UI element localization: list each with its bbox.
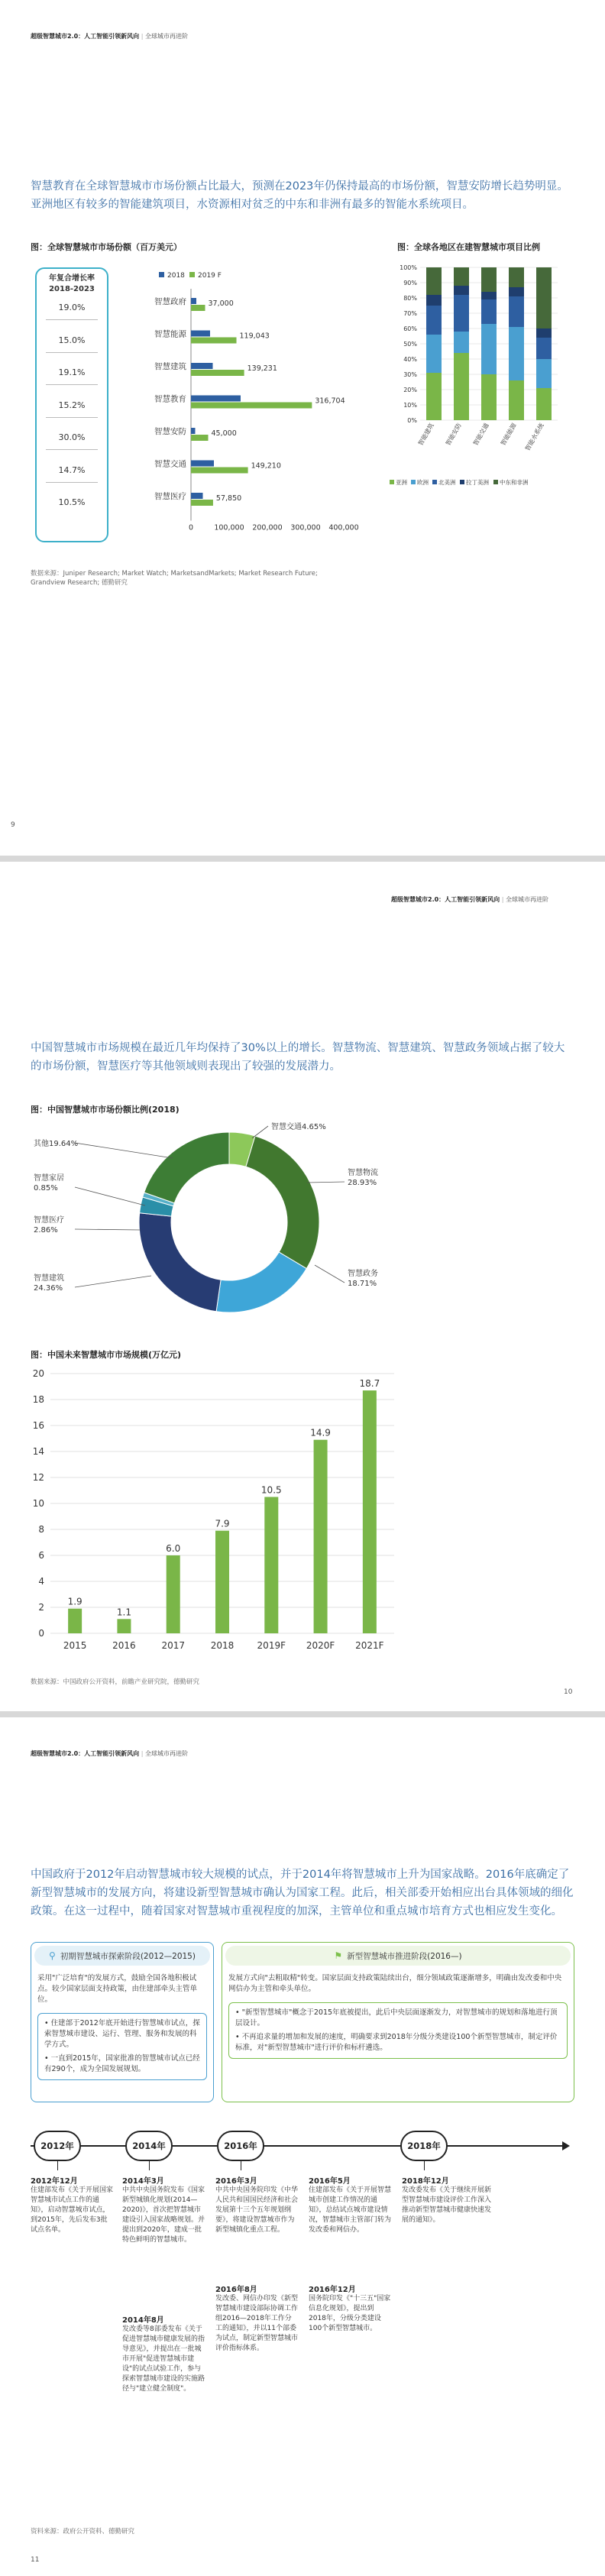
legend-label: 中东和非洲 (500, 479, 529, 486)
donut-slice (216, 1252, 306, 1312)
stack-segment (454, 286, 469, 295)
stack-segment (454, 353, 469, 420)
running-header: 超级智慧城市2.0：人工智能引领新风向 | 全球城市再进阶 (391, 896, 548, 903)
running-header: 超级智慧城市2.0：人工智能引领新风向 | 全球城市再进阶 (31, 1750, 188, 1757)
stage-panel-new (222, 1942, 574, 2102)
legend-label: 欧洲 (417, 479, 429, 486)
page-10 (0, 862, 605, 1711)
bar (363, 1390, 377, 1633)
slice-label: 其他19.64% (34, 1140, 79, 1148)
bullet-item: • 一直到2015年，国家批准的智慧城市试点已经有290个，成为全国发展规划。 (44, 2054, 200, 2073)
data-label: 149,210 (251, 461, 281, 471)
slice-value: 24.36% (34, 1284, 63, 1293)
slice-value: 2.86% (34, 1226, 58, 1235)
donut-slice (139, 1213, 221, 1312)
vbar-chart (23, 1366, 405, 1664)
intro-paragraph: 智慧教育在全球智慧城市市场份额占比最大，预测在2023年仍保持最高的市场份额，智慧安防增长趋势明显。亚洲地区有较多的智能建筑项目，水资源相对贫乏的中东和非洲有最多的智能水系统项目。 (31, 180, 568, 211)
donut-slice (144, 1132, 229, 1203)
legend-label: 亚洲 (396, 479, 407, 486)
cagr-value: 15.2% (58, 400, 86, 410)
year-marker: 2012年 (34, 2131, 81, 2161)
source-note: 数据来源：Juniper Research; Market Watch; MarketsandMarkets; Market Research Future; Grandview Research; 德勤研究 (31, 570, 318, 587)
category-label: 智慧政府 (154, 297, 186, 306)
bar-2018 (191, 331, 210, 337)
legend-swatch (493, 480, 498, 484)
cagr-divider (46, 482, 98, 483)
cagr-divider (46, 384, 98, 385)
data-label: 316,704 (315, 396, 345, 406)
timeline-connector (424, 2161, 425, 2170)
event-date: 2016年12月 (309, 2286, 356, 2294)
bullet-item: • 住建部于2012年底开始进行智慧城市试点，探索智慧城市建设、运行、管理、服务和发展的科学方式。 (44, 2019, 200, 2049)
tick-label: 8 (38, 1524, 44, 1535)
source-note: 数据来源：中国政府公开资料，前瞻产业研究院，德勤研究 (31, 1678, 200, 1686)
year-marker: 2018年 (400, 2131, 448, 2161)
slice-value: 28.93% (348, 1179, 377, 1187)
event-date: 2016年5月 (309, 2177, 351, 2186)
bar (68, 1609, 82, 1633)
event-date: 2018年12月 (402, 2177, 449, 2186)
hbar-chart (107, 266, 359, 564)
stack-segment (426, 295, 442, 306)
event-text: 住建部发布《关于开展智慧城市创建工作情况的通知》，总结试点城市建设情况，智慧城市主管部门转为发改委和网信办。 (309, 2186, 392, 2234)
data-label: 1.9 (67, 1596, 82, 1607)
stage-description: 发展方式向"去粗取精"转变。国家层面支持政策陆续出台，细分领域政策逐渐增多，明确由发改委和中央网信办为主管和牵头单位。 (228, 1974, 562, 1993)
event-text: 中共中央国务院发布《国家新型城镇化规划(2014—2020)》，首次把智慧城市建设引入国家战略规划。并提出到2020年，建成一批特色鲜明的智慧城市。 (122, 2186, 205, 2244)
event-text: 发改委等8部委发布《关于促进智慧城市健康发展的指导意见》，并提出在一批城市开展"促进智慧城市建设"的试点试验工作，参与探索智慧城市建设的实施路径与"建立健全制度"。 (122, 2325, 205, 2393)
tick-label: 20% (403, 387, 417, 393)
chart-title: 图：中国智慧城市市场份额比例(2018) (31, 1105, 180, 1115)
tick-label: 30% (403, 371, 417, 378)
legend-label: 北美洲 (438, 479, 456, 486)
bar (264, 1497, 278, 1634)
stack-segment (481, 292, 497, 299)
data-label: 119,043 (239, 332, 270, 341)
timeline-event (122, 2174, 205, 2245)
page-number: 9 (11, 821, 15, 829)
event-date: 2012年12月 (31, 2177, 78, 2186)
slice-value: 18.71% (348, 1280, 377, 1288)
data-label: 10.5 (260, 1484, 282, 1496)
stage-bullets (228, 2002, 568, 2059)
bar-2018 (191, 493, 203, 499)
flag-icon: ⚑ (334, 1950, 343, 1961)
tick-label: 18 (32, 1394, 44, 1405)
header-subtitle: 全球城市再进阶 (144, 1750, 188, 1757)
cagr-value: 14.7% (58, 464, 86, 475)
slice-label: 智慧建筑 (34, 1274, 64, 1283)
stack-segment (509, 296, 524, 327)
tick-label: 50% (403, 341, 417, 348)
stack-segment (481, 267, 497, 292)
bar-2018 (191, 298, 196, 304)
header-title: 超级智慧城市2.0：人工智能引领新风向 (31, 33, 140, 40)
legend-label: 2019 F (198, 272, 222, 280)
bar-2018 (191, 428, 196, 434)
stack-segment (454, 267, 469, 286)
category-label: 智能交通 (471, 422, 490, 447)
category-label: 智慧医疗 (154, 492, 186, 501)
data-label: 6.0 (166, 1543, 181, 1554)
bullet-text: 一直到2015年，国家批准的智慧城市试点已经有290个，成为全国发展规划。 (44, 2054, 200, 2073)
stack-segment (426, 306, 442, 335)
slice-label: 智慧物流 (348, 1169, 378, 1177)
slice-label: 智慧交通4.65% (271, 1123, 326, 1131)
legend-swatch (390, 480, 394, 484)
donut-chart (23, 1115, 435, 1322)
cagr-header: 年复合增长率 2018-2023 (49, 274, 95, 293)
tick-label: 12 (32, 1472, 44, 1483)
chart-title: 图：中国未来智慧城市市场规模(万亿元) (31, 1350, 182, 1360)
data-label: 45,000 (211, 429, 237, 438)
cagr-value: 19.1% (58, 367, 86, 377)
leader-line (252, 1126, 268, 1138)
bar-2018 (191, 363, 213, 369)
chart-title: 图：全球智慧城市市场份额（百万美元） (31, 242, 182, 252)
year-marker: 2014年 (125, 2131, 173, 2161)
stack-segment (481, 299, 497, 324)
data-label: 37,000 (208, 299, 234, 308)
event-text: 发改委、网信办印发《新型智慧城市建设部际协调工作组2016—2018年工作分工的通知》，并以11个部委为试点，制定新型智慧城市评价指标体系。 (215, 2295, 299, 2352)
stack-segment (426, 373, 442, 420)
stage-title-text: 新型智慧城市推进阶段(2016—) (347, 1951, 462, 1961)
stack-segment (509, 267, 524, 287)
stack-segment (536, 388, 552, 420)
timeline-event (215, 2174, 298, 2235)
stack-segment (536, 267, 552, 328)
category-label: 2021F (355, 1640, 384, 1651)
legend-swatch (460, 480, 464, 484)
timeline-event (122, 2313, 205, 2394)
category-label: 2015 (63, 1640, 87, 1651)
category-label: 智慧交通 (154, 459, 186, 469)
stack-segment (536, 338, 552, 359)
data-label: 1.1 (116, 1607, 131, 1618)
tick-label: 300,000 (290, 523, 321, 532)
cagr-panel (35, 267, 108, 542)
running-header: 超级智慧城市2.0：人工智能引领新风向 | 全球城市再进阶 (31, 33, 188, 40)
legend-swatch (159, 272, 164, 277)
bar-2019F (191, 305, 205, 311)
category-label: 2016 (112, 1640, 136, 1651)
header-subtitle: 全球城市再进阶 (144, 33, 188, 40)
source-note: 资料来源：政府公开资料、德勤研究 (31, 2528, 135, 2536)
legend-label: 2018 (167, 272, 185, 280)
leader-line (315, 1265, 345, 1283)
timeline-connector (149, 2161, 150, 2170)
tick-label: 4 (38, 1576, 44, 1587)
tick-label: 80% (403, 295, 417, 302)
header-title: 超级智慧城市2.0：人工智能引领新风向 (31, 1750, 140, 1757)
category-label: 智能能源 (499, 422, 518, 447)
tick-label: 70% (403, 310, 417, 317)
page-separator (0, 856, 605, 862)
event-text: 住建部发布《关于开展国家智慧城市试点工作的通知》，启动智慧城市试点，到2015年，先后发布3批试点名单。 (31, 2186, 114, 2234)
cagr-divider (46, 319, 98, 320)
header-title: 超级智慧城市2.0：人工智能引领新风向 (391, 896, 500, 903)
leader-line (75, 1229, 141, 1230)
category-label: 智慧建筑 (154, 362, 186, 371)
timeline-connector (57, 2161, 58, 2170)
arrow-right-icon (562, 2141, 570, 2150)
stage-title-text: 初期智慧城市探索阶段(2012—2015) (60, 1951, 196, 1961)
data-label: 57,850 (215, 494, 242, 503)
bar (314, 1440, 328, 1633)
bullet-text: 不再追求量的增加和发展的速度，明确要求到2018年分级分类建设100个新型智慧城市，制定评价标准，对"新型智慧城市"进行评价和标杆遴选。 (235, 2033, 558, 2052)
event-date: 2014年8月 (122, 2316, 164, 2325)
category-label: 2018 (210, 1640, 235, 1651)
tick-label: 400,000 (328, 523, 359, 532)
intro-paragraph: 中国政府于2012年启动智慧城市较大规模的试点，并于2014年将智慧城市上升为国家战略。2016年底确定了新型智慧城市的发展方向，将建设新型智慧城市确认为国家工程。此后，相关部委开始相应出台具体领域的细化政策。在这一过程中，随着国家对智慧城市重视程度的加深，主管单位和重点城市培育方式也相应发生变化。 (31, 1869, 574, 1917)
cagr-value: 30.0% (58, 432, 86, 442)
category-label: 智能建筑 (416, 422, 435, 447)
stack-segment (509, 287, 524, 296)
event-date: 2014年3月 (122, 2177, 164, 2186)
cagr-divider (46, 352, 98, 353)
stage-bullets (37, 2013, 207, 2080)
stack-segment (481, 324, 497, 374)
timeline-event (215, 2283, 298, 2354)
timeline-axis (31, 2145, 565, 2147)
slice-label: 智慧医疗 (34, 1216, 64, 1225)
cagr-divider (46, 417, 98, 418)
leader-line (75, 1276, 151, 1287)
page-separator (0, 1711, 605, 1717)
bar (167, 1555, 180, 1633)
slice-value: 0.85% (34, 1184, 58, 1193)
stage-title (34, 1946, 210, 1966)
timeline-event (309, 2283, 391, 2334)
tick-label: 14 (32, 1446, 44, 1457)
leader-line (75, 1143, 173, 1158)
legend-swatch (411, 480, 416, 484)
leader-line (75, 1187, 145, 1205)
year-marker: 2016年 (217, 2131, 264, 2161)
cagr-value: 19.0% (58, 303, 86, 312)
legend-swatch (189, 272, 195, 277)
tick-label: 16 (32, 1420, 44, 1431)
chart-title: 图：全球各地区在建智慧城市项目比例 (397, 242, 540, 252)
category-label: 2017 (161, 1640, 185, 1651)
event-date: 2016年8月 (215, 2286, 257, 2294)
bar-2019F (191, 435, 209, 441)
tick-label: 100% (400, 264, 417, 271)
event-date: 2016年3月 (215, 2177, 257, 2186)
stack-segment (509, 380, 524, 420)
timeline-event (402, 2174, 493, 2225)
category-label: 2020F (306, 1640, 335, 1651)
legend-swatch (432, 480, 437, 484)
page-number: 11 (31, 2556, 40, 2564)
header-subtitle: 全球城市再进阶 (505, 896, 548, 903)
bar (215, 1531, 229, 1633)
event-text: 国务院印发《"十三五"国家信息化规划》，提出到2018年，分级分类建设100个新型智慧城市。 (309, 2295, 391, 2332)
data-label: 18.7 (359, 1378, 380, 1390)
category-label: 2019F (257, 1640, 286, 1651)
tick-label: 0 (38, 1628, 44, 1639)
bar-2019F (191, 403, 312, 409)
event-text: 中共中央国务院印发《中华人民共和国国民经济和社会发展第十三个五年规划纲要》，将建设智慧城市作为新型城镇化重点工程。 (215, 2186, 299, 2234)
timeline-event (309, 2174, 391, 2235)
cagr-value: 10.5% (58, 497, 86, 507)
slice-label: 智慧家居 (34, 1174, 64, 1183)
stack-segment (426, 335, 442, 373)
tick-label: 10% (403, 402, 417, 409)
bar-2019F (191, 370, 244, 376)
tick-label: 2 (38, 1602, 44, 1613)
bullet-item: • 不再追求量的增加和发展的速度，明确要求到2018年分级分类建设100个新型智慧城市，制定评价标准，对"新型智慧城市"进行评价和标杆遴选。 (235, 2033, 558, 2052)
search-icon: ⚲ (49, 1950, 56, 1961)
stack-segment (454, 295, 469, 332)
page-11 (0, 1717, 605, 2576)
stacked-bar-chart (390, 260, 581, 497)
leader-line (307, 1182, 345, 1183)
tick-label: 200,000 (252, 523, 283, 532)
bullet-item: • "新型智慧城市"概念于2015年底被提出，此后中央层面逐渐发力，对智慧城市的规划和落地进行顶层设计。 (235, 2008, 558, 2027)
bar-2019F (191, 338, 237, 344)
stack-segment (426, 267, 442, 295)
tick-label: 90% (403, 280, 417, 286)
category-label: 智慧安防 (154, 427, 186, 436)
tick-label: 6 (38, 1550, 44, 1561)
bullet-text: 住建部于2012年底开始进行智慧城市试点，探索智慧城市建设、运行、管理、服务和发展的科学方式。 (44, 2019, 200, 2049)
cagr-divider (46, 449, 98, 450)
page-9 (0, 0, 605, 856)
bar-2018 (191, 461, 214, 467)
tick-label: 100,000 (214, 523, 244, 532)
stack-segment (509, 327, 524, 380)
data-label: 7.9 (215, 1518, 230, 1529)
stack-segment (481, 374, 497, 420)
legend-label: 拉丁美洲 (466, 479, 489, 486)
category-label: 智慧教育 (154, 394, 186, 404)
bullet-text: "新型智慧城市"概念于2015年底被提出，此后中央层面逐渐发力，对智慧城市的规划和落地进行顶层设计。 (235, 2008, 558, 2027)
page-number: 10 (564, 1688, 573, 1696)
stage-description: 采用"广泛培育"的发展方式，鼓励全国各地积极试点。较少国家层面支持政策，由住建部牵头主管单位。 (37, 1974, 198, 2004)
category-label: 智能水系统 (523, 422, 545, 452)
bar-2019F (191, 468, 248, 474)
tick-label: 0 (188, 523, 194, 532)
event-text: 发改委发布《关于继续开展新型智慧城市建设评价工作深入推动新型智慧城市健康快速发展的通知》。 (402, 2186, 492, 2224)
bar-2018 (191, 396, 241, 402)
slice-label: 智慧政务 (348, 1270, 378, 1278)
donut-slice (246, 1136, 319, 1269)
tick-label: 10 (32, 1498, 44, 1509)
tick-label: 40% (403, 356, 417, 363)
category-label: 智慧能源 (154, 329, 186, 339)
stack-segment (454, 332, 469, 353)
cagr-value: 15.0% (58, 335, 86, 345)
stack-segment (536, 359, 552, 388)
tick-label: 20 (32, 1368, 44, 1379)
stack-segment (536, 328, 552, 338)
bar-2019F (191, 500, 213, 506)
stage-title (225, 1946, 571, 1966)
tick-label: 60% (403, 325, 417, 332)
timeline-event (31, 2174, 113, 2235)
category-label: 智能安防 (444, 422, 463, 447)
intro-paragraph: 中国智慧城市市场规模在最近几年均保持了30%以上的增长。智慧物流、智慧建筑、智慧政务领域占据了较大的市场份额，智慧医疗等其他领域则表现出了较强的发展潜力。 (31, 1042, 565, 1073)
data-label: 14.9 (310, 1427, 331, 1438)
stage-panel-early (31, 1942, 214, 2102)
bar (117, 1619, 131, 1633)
data-label: 139,231 (247, 364, 277, 373)
tick-label: 0% (407, 417, 417, 424)
